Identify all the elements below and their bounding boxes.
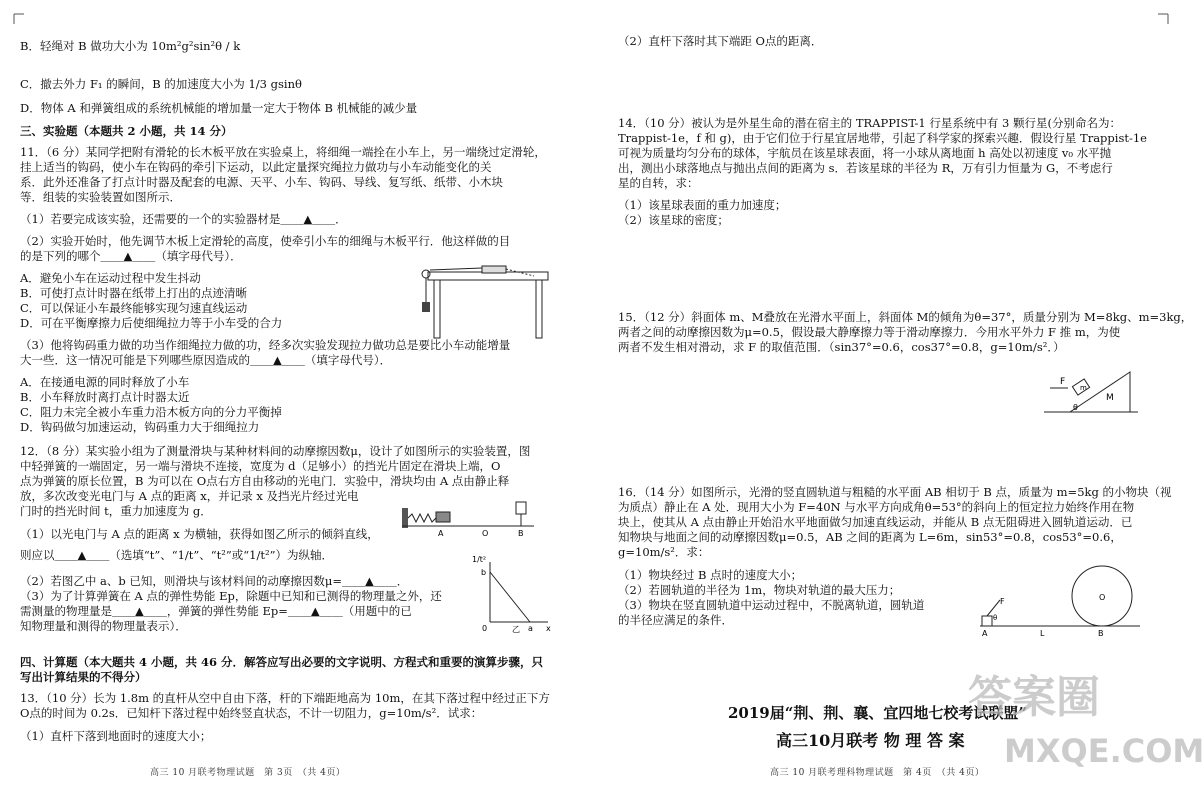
left-text-line: B．小车释放时离打点计时器太近 — [20, 390, 190, 404]
loop-L-label: L — [1040, 629, 1045, 638]
left-text-line: 点为弹簧的原长位置，B 为可以在 O点右方自由移动的光电门．实验中，滑块均由 A 点由静止释 — [20, 474, 510, 488]
left-text-line: O点的时间为 0.2s．已知杆下落过程中始终竖直状态，不计一切阻力，g=10m/s²．试求： — [20, 706, 483, 720]
right-text-line: （2）该星球的密度； — [618, 213, 729, 227]
left-text-line: C．可以保证小车最终能够实现匀速直线运动 — [20, 301, 248, 315]
watermark-logo: 答案圈 — [968, 672, 1100, 723]
right-text-line: （2）若圆轨道的半径为 1m，物块对轨道的最大压力； — [618, 583, 901, 597]
crop-mark-top-left — [14, 14, 24, 24]
right-text-line: 两者不发生相对滑动，求 F 的取值范围．（sin37°=0.6，cos37°=0.8，g=10m/s²．） — [618, 340, 1065, 354]
right-text-line: 出，测出小球落地点与抛出点间的距离为 s．若该星球的半径为 R，万有引力恒量为 G，不考虑行 — [618, 161, 1113, 175]
watermark-url: MXQE.COM — [1004, 732, 1204, 770]
right-text-line: Trappist-1e，f 和 g)，由于它们位于行星宜居地带，引起了科学家的探索兴趣．假设行星 Trappist-1e — [618, 131, 1147, 145]
left-text-line: 的是下列的哪个＿＿▲＿＿（填字母代号）． — [20, 249, 242, 263]
graph-origin-label: 0 — [482, 624, 488, 633]
right-text-line: 可视为质量均匀分布的球体，宇航员在该星球表面，将一小球从离地面 h 高处以初速度 v₀ 水平抛 — [618, 146, 1112, 160]
right-text-line: 星的自转，求： — [618, 176, 699, 190]
right-text-line: 16．（14 分）如图所示，光滑的竖直圆轨道与粗糙的水平面 AB 相切于 B 点，质量为 m=5kg 的小物块（视 — [618, 485, 1172, 499]
mass-m-label: m — [1080, 384, 1087, 392]
left-text-line: B．可使打点计时器在纸带上打出的点迹清晰 — [20, 286, 247, 300]
label-B: B — [518, 529, 524, 538]
footer-page-4: 高三 10 月联考理科物理试题 第 4页 （共 4页） — [770, 768, 985, 778]
spring-slider-figure — [400, 498, 536, 538]
graph-caption: 乙 — [512, 625, 520, 634]
mass-M-label: M — [1106, 393, 1114, 403]
right-text-line: 的半径应满足的条件． — [618, 613, 733, 627]
label-O: O — [482, 529, 489, 538]
left-text-line: 四、计算题（本大题共 4 小题，共 46 分．解答应写出必要的文字说明、方程式和重要的演算步骤，只 — [20, 655, 544, 669]
right-text-line: 14．（10 分）被认为是外星生命的潜在宿主的 TRAPPIST-1 行星系统中有 3 颗行星(分别命名为： — [618, 116, 1122, 130]
answer-title: 2019届“荆、荆、襄、宜四地七校考试联盟” — [728, 704, 1028, 722]
left-text-line: D．可在平衡摩擦力后使细绳拉力等于小车受的合力 — [20, 316, 283, 330]
left-text-line: 知物理量和测得的物理量表示）． — [20, 619, 187, 633]
crop-mark-top-right — [1158, 14, 1168, 24]
left-text-line: 11．（6 分）某同学把附有滑轮的长木板平放在实验桌上，将细绳一端拴在小车上，另一端绕过定滑轮， — [20, 145, 546, 159]
left-text-line: 写出计算结果的不得分） — [20, 670, 147, 684]
right-text-line: g=10m/s²．求： — [618, 545, 710, 559]
force-F-label: F — [1060, 377, 1066, 387]
left-text-line: 12．（8 分）某实验小组为了测量滑块与某种材料间的动摩擦因数μ，设计了如图所示的实验装置，图 — [20, 444, 531, 458]
left-text-line: 大一些．这一情况可能是下列哪些原因造成的＿＿▲＿＿（填字母代号）． — [20, 353, 392, 367]
incline-figure — [1040, 368, 1140, 418]
graph-b-label: b — [481, 568, 487, 577]
left-text-line: D．物体 A 和弹簧组成的系统机械能的增加量一定大于物体 B 机械能的减少量 — [20, 101, 418, 115]
left-text-line: 则应以＿＿▲＿＿（选填“t”、“1/t”、“t²”或“1/t²”）为纵轴． — [20, 548, 333, 562]
right-text-line: 为质点）静止在 A 处．现用大小为 F=40N 与水平方向成角θ=53°的斜向上的恒定拉力始终作用在物 — [618, 500, 1135, 514]
right-text-line: （2）直杆下落时其下端距 O点的距离． — [618, 34, 823, 48]
right-text-line: 两者之间的动摩擦因数为μ=0.5，假设最大静摩擦力等于滑动摩擦力．今用水平外力 F 推 m，为使 — [618, 325, 1121, 339]
label-A: A — [438, 529, 444, 538]
left-text-line: 等．组装的实验装置如图所示． — [20, 190, 181, 204]
footer-page-3: 高三 10 月联考物理试题 第 3页 （共 4页） — [150, 768, 346, 778]
left-text-line: C．撤去外力 F₁ 的瞬间，B 的加速度大小为 1/3 gsinθ — [20, 77, 302, 91]
right-text-line: 块上，使其从 A 点由静止开始沿水平地面做匀加速直线运动，并能从 B 点无阻碍进入圆轨道运动．已 — [618, 515, 1133, 529]
loop-track-figure — [976, 556, 1146, 642]
left-text-line: A．避免小车在运动过程中发生抖动 — [20, 271, 201, 285]
left-text-line: 放，多次改变光电门与 A 点的距离 x，并记录 x 及挡光片经过光电 — [20, 489, 359, 503]
answer-subtitle: 高三10月联考 物 理 答 案 — [776, 731, 965, 750]
right-text-line: 知物块与地面之间的动摩擦因数μ=0.5，AB 之间的距离为 L=6m，sin53°=0.8，cos53°=0.6， — [618, 530, 1122, 544]
page-3 — [0, 0, 590, 793]
loop-theta-label: θ — [993, 614, 998, 622]
loop-A-label: A — [982, 629, 988, 638]
right-text-line: 15．（12 分）斜面体 m、M叠放在光滑水平面上，斜面体 M的倾角为θ=37°，质量分别为 M=8kg、m=3kg， — [618, 310, 1193, 324]
graph-y-axis-label: 1/t² — [472, 555, 487, 564]
left-text-line: （2）实验开始时，他先调节木板上定滑轮的高度，使牵引小车的细绳与木板平行．他这样做的目 — [20, 234, 511, 248]
cart-apparatus-figure — [414, 262, 550, 340]
left-text-line: C．阻力未完全被小车重力沿木板方向的分力平衡掉 — [20, 405, 282, 419]
left-text-line: 系．此外还准备了打点计时器及配套的电源、天平、小车、钩码、导线、复写纸、纸带、小木块 — [20, 175, 503, 189]
left-text-line: （1）以光电门与 A 点的距离 x 为横轴，获得如图乙所示的倾斜直线， — [20, 527, 379, 541]
loop-B-label: B — [1098, 629, 1104, 638]
graph-yi-figure — [472, 555, 554, 634]
left-text-line: 中轻弹簧的一端固定，另一端与滑块不连接，宽度为 d（足够小）的挡光片固定在滑块上端，O — [20, 459, 501, 473]
loop-F-label: F — [1000, 597, 1005, 606]
right-text-line: （3）物块在竖直圆轨道中运动过程中，不脱离轨道，圆轨道 — [618, 598, 925, 612]
left-text-line: 门时的挡光时间 t，重力加速度为 g． — [20, 504, 212, 518]
right-text-line: （1）该星球表面的重力加速度； — [618, 198, 787, 212]
graph-a-label: a — [528, 624, 533, 633]
graph-x-label: x — [546, 624, 551, 633]
left-text-line: （1）直杆下落到地面时的速度大小； — [20, 729, 212, 743]
left-text-line: B．轻绳对 B 做功大小为 10m²g²sin²θ / k — [20, 39, 241, 53]
loop-O-label: O — [1099, 593, 1106, 602]
left-text-line: 13．（10 分）长为 1.8m 的直杆从空中自由下落，杆的下端距地高为 10m，在其下落过程中经过正下方 — [20, 691, 550, 705]
left-text-line: D．钩码做匀加速运动，钩码重力大于细绳拉力 — [20, 420, 260, 434]
right-text-line: （1）物块经过 B 点时的速度大小； — [618, 568, 803, 582]
left-text-line: 挂上适当的钩码，使小车在钩码的牵引下运动，以此定量探究绳拉力做功与小车动能变化的关 — [20, 160, 492, 174]
left-text-line: （1）若要完成该实验，还需要的一个的实验器材是＿＿▲＿＿． — [20, 212, 347, 226]
left-text-line: （3）他将钩码重力做的功当作细绳拉力做的功，经多次实验发现拉力做功总是要比小车动能增量 — [20, 338, 511, 352]
left-text-line: （3）为了计算弹簧在 A 点的弹性势能 Ep，除题中已知和已测得的物理量之外，还 — [20, 589, 442, 603]
left-text-line: 需测量的物理量是＿＿▲＿＿，弹簧的弹性势能 Ep=＿＿▲＿＿（用题中的已 — [20, 604, 412, 618]
left-text-line: A．在接通电源的同时释放了小车 — [20, 375, 190, 389]
left-text-line: 三、实验题（本题共 2 小题，共 14 分） — [20, 124, 233, 138]
left-text-line: （2）若图乙中 a、b 已知，则滑块与该材料间的动摩擦因数μ=＿＿▲＿＿． — [20, 574, 409, 588]
theta-label: θ — [1073, 403, 1078, 412]
